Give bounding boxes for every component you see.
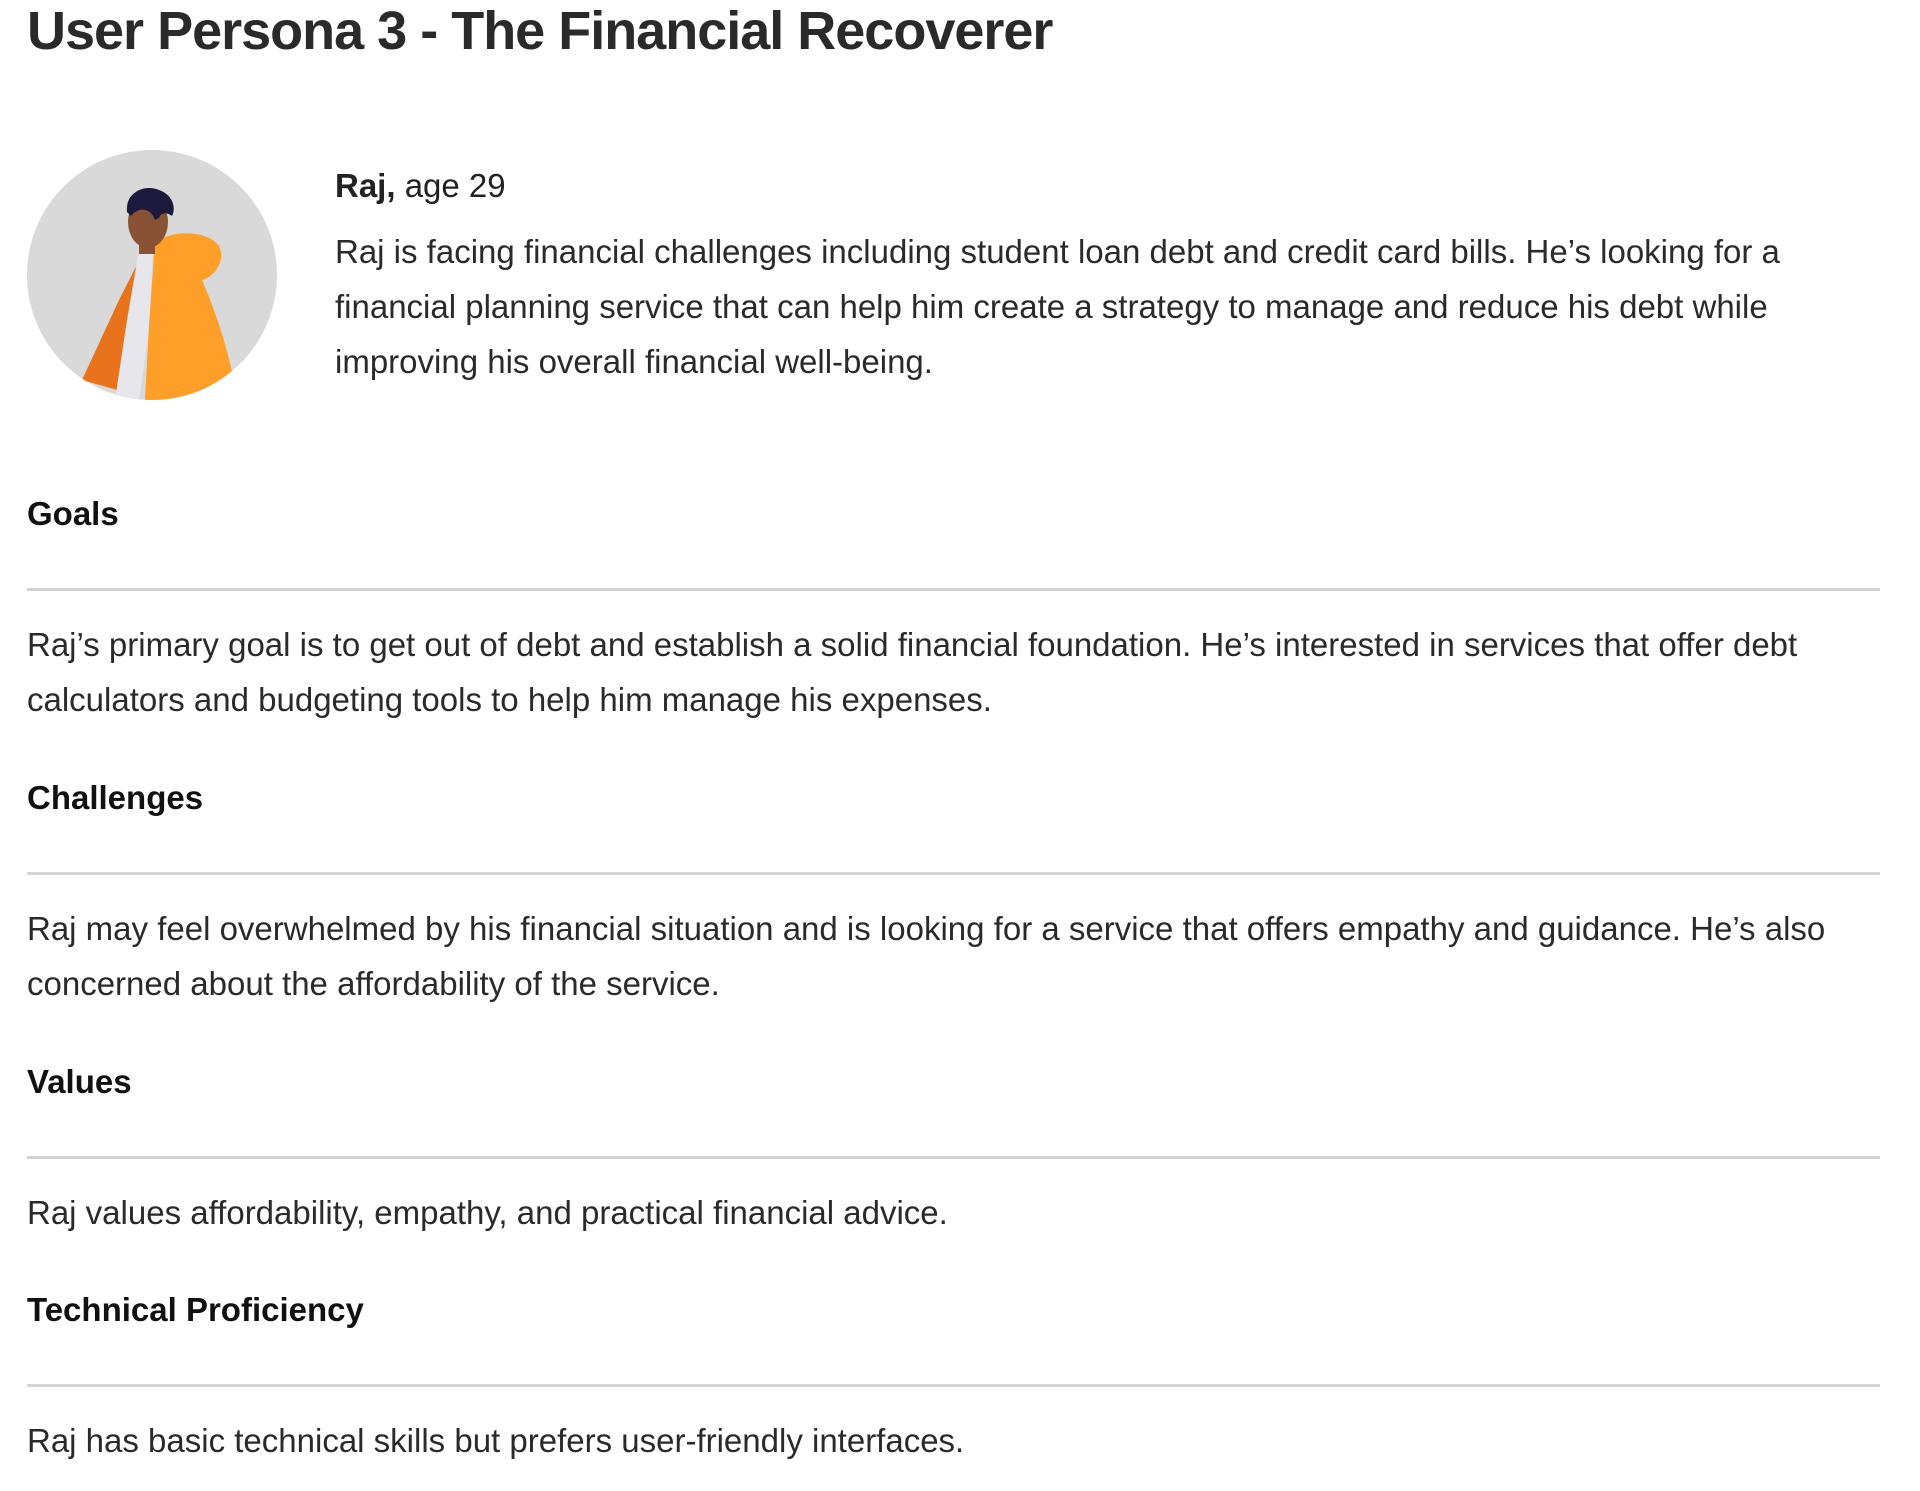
divider <box>27 588 1880 591</box>
persona-page <box>27 0 1880 1459</box>
values-section <box>27 1060 1880 1240</box>
section-body-technical-proficiency: Raj has basic technical skills but prefers user-friendly interfaces. <box>27 1422 965 1459</box>
divider <box>27 1156 1880 1159</box>
divider <box>27 872 1880 875</box>
section-heading-challenges: Challenges <box>27 779 204 816</box>
page-title: User Persona 3 - The Financial Recoverer <box>27 1 1053 61</box>
section-heading-technical-proficiency: Technical Proficiency <box>27 1291 364 1328</box>
section-heading-goals: Goals <box>27 495 119 532</box>
persona-bio: Raj is facing financial challenges including student loan debt and credit card bills. He’s looking for a financial planning service that can help him create a strategy to manage and reduce his debt while improving his overall financial well-being. <box>335 233 1780 380</box>
avatar <box>27 150 277 400</box>
goals-section <box>27 492 1880 727</box>
section-body-challenges: Raj may feel overwhelmed by his financial situation and is looking for a service that offers empathy and guidance. He’s also concerned about the affordability of the service. <box>27 910 1826 1002</box>
section-body-values: Raj values affordability, empathy, and practical financial advice. <box>27 1194 948 1231</box>
persona-age: age 29 <box>395 167 506 204</box>
divider <box>27 1384 1880 1387</box>
person-avatar-illustration-icon <box>27 150 277 400</box>
persona-name: Raj, <box>335 167 396 204</box>
technical-proficiency-section <box>27 1288 1880 1468</box>
section-body-goals: Raj’s primary goal is to get out of debt and establish a solid financial foundation. He’s interested in services that offer debt calculators and budgeting tools to help him manage his expenses. <box>27 626 1798 718</box>
persona-name-line <box>335 164 1895 208</box>
persona-profile <box>27 150 1880 402</box>
challenges-section <box>27 776 1880 1011</box>
section-heading-values: Values <box>27 1063 132 1100</box>
persona-summary <box>335 164 1895 389</box>
